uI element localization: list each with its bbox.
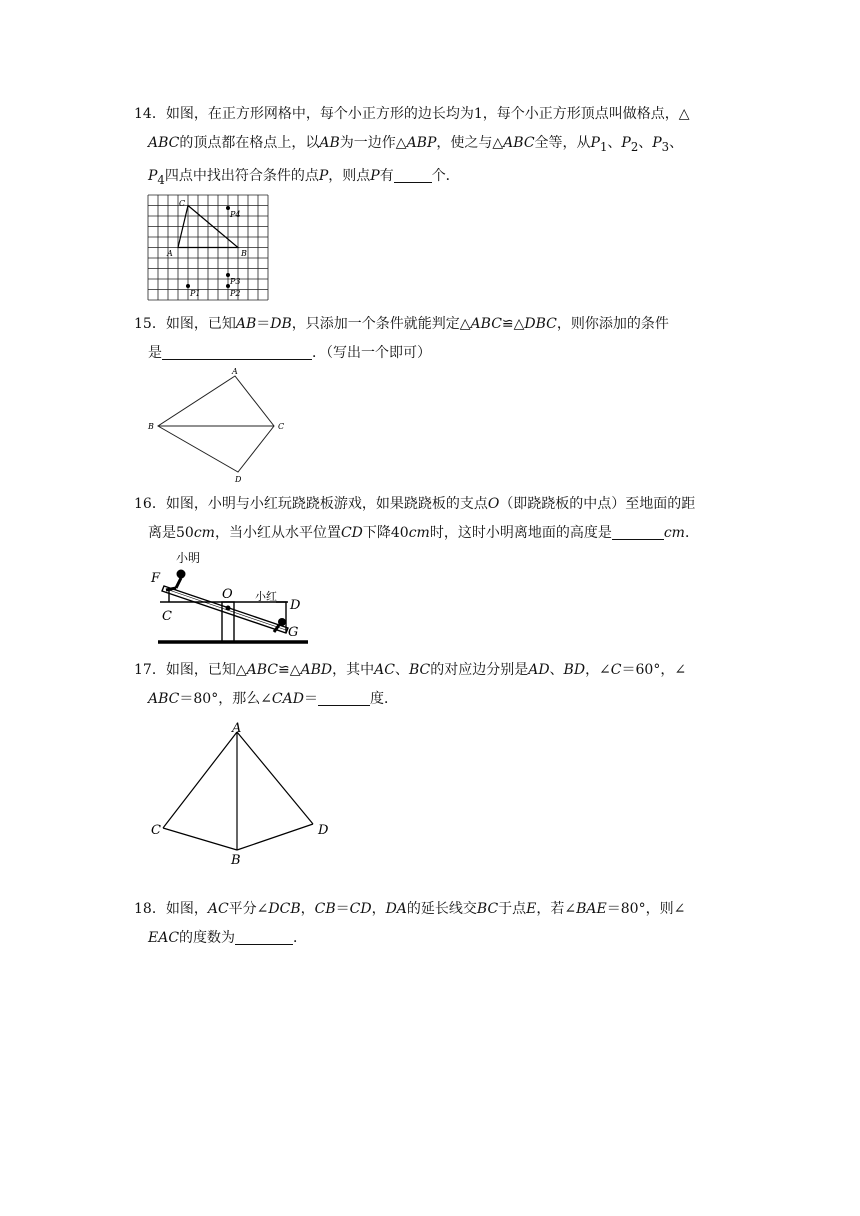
- label-xiaohong: 小红: [255, 590, 277, 603]
- pivot-o: [226, 606, 231, 611]
- label-c: C: [179, 199, 186, 208]
- question-14: [134, 100, 734, 195]
- q16-answer-blank[interactable]: [612, 523, 664, 540]
- q16-number: 16．: [134, 496, 166, 512]
- xiaoming-leg: [166, 588, 176, 590]
- q15-number: 15．: [134, 316, 166, 332]
- segment-ad: [237, 732, 313, 824]
- segment-ac: [163, 732, 237, 828]
- q16-seesaw-figure: [148, 552, 308, 650]
- q14-line-2: ABC的顶点都在格点上，以AB为一边作△ABP，使之与△ABC全等，从$P_1$、$P_2$、$P_3$、: [148, 135, 684, 154]
- label-b: B: [148, 422, 154, 431]
- q17-answer-blank[interactable]: [318, 689, 370, 706]
- question-17: [134, 656, 734, 714]
- q18-answer-blank[interactable]: [235, 928, 293, 945]
- q16-line-2: 离是50cm，当小红从水平位置CD下降40cm时，这时小明离地面的高度是 cm．: [148, 525, 699, 541]
- xiaohong-head: [278, 618, 286, 626]
- segment-bd: [237, 824, 313, 850]
- label-xiaoming: 小明: [176, 551, 201, 565]
- q18-line-1: 18．如图，AC平分∠DCB，CB＝CD，DA的延长线交BC于点E，若∠BAE＝80°，则∠: [134, 901, 686, 917]
- q15-kite-figure: [148, 367, 298, 484]
- label-b: B: [231, 853, 241, 868]
- label-p4: P4: [230, 210, 241, 219]
- label-a: A: [167, 249, 173, 258]
- label-f: F: [151, 571, 161, 586]
- quadrilateral-abdc: [158, 376, 274, 472]
- xiaoming-head: [177, 570, 186, 579]
- label-g: G: [288, 625, 299, 640]
- q14-line-3: $P_4$四点中找出符合条件的点P，则点P有 个．: [148, 167, 460, 187]
- q17-triangles-figure: [148, 718, 338, 868]
- label-c: C: [151, 823, 161, 838]
- q14-answer-blank[interactable]: [394, 166, 432, 183]
- q17-line-1: 17．如图，已知△ABC≌△ABD，其中AC、BC的对应边分别是AD、BD，∠C＝60°，∠: [134, 662, 687, 678]
- label-c: C: [162, 609, 172, 624]
- q15-line-2: 是 ．（写出一个即可）: [148, 345, 431, 361]
- q14-line-1: 14．如图，在正方形网格中，每个小正方形的边长均为1，每个小正方形顶点叫做格点，△: [134, 106, 690, 122]
- label-a: A: [232, 721, 242, 736]
- question-18: [134, 895, 734, 953]
- label-d: D: [235, 475, 242, 484]
- label-d: D: [318, 823, 329, 838]
- q14-number: 14．: [134, 106, 166, 122]
- q18-number: 18．: [134, 901, 166, 917]
- q14-grid-figure: [148, 195, 268, 300]
- point-p1: [186, 284, 190, 288]
- label-p1: P1: [190, 289, 201, 298]
- label-a: A: [232, 367, 238, 376]
- segment-cb: [163, 828, 237, 850]
- label-d: D: [290, 598, 301, 613]
- label-p3: P3: [230, 277, 241, 286]
- question-16: [134, 490, 734, 548]
- q18-line-2: EAC的度数为 ．: [148, 930, 308, 946]
- question-15: [134, 310, 734, 368]
- q15-line-1: 15．如图，已知AB＝DB，只添加一个条件就能判定△ABC≌△DBC，则你添加的条件: [134, 316, 669, 332]
- label-b: B: [241, 249, 247, 258]
- label-o: O: [222, 587, 233, 602]
- q15-answer-blank[interactable]: [162, 343, 312, 360]
- xiaoming-body: [176, 578, 181, 588]
- q17-line-2: ABC＝80°，那么∠CAD＝ 度．: [148, 691, 398, 707]
- label-c: C: [278, 422, 285, 431]
- q17-number: 17．: [134, 662, 166, 678]
- q16-line-1: 16．如图，小明与小红玩跷跷板游戏，如果跷跷板的支点O（即跷跷板的中点）至地面的距: [134, 496, 696, 512]
- label-p2: P2: [230, 289, 241, 298]
